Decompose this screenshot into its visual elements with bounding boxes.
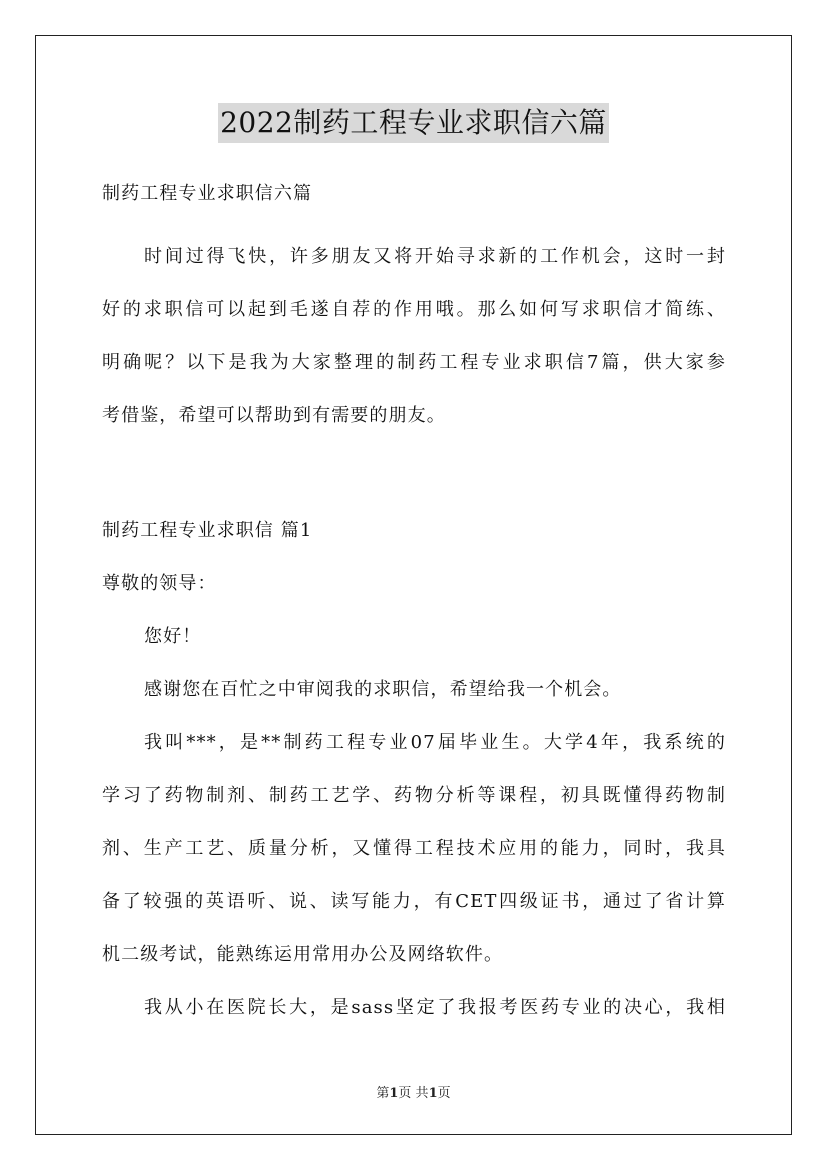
body-line: 剂、生产工艺、质量分析，又懂得工程技术应用的能力，同时，我具 [102,838,726,859]
intro-line: 明确呢？以下是我为大家整理的制药工程专业求职信7篇，供大家参 [102,352,726,373]
body-line: 我从小在医院长大，是sass坚定了我报考医药专业的决心，我相 [144,997,726,1018]
intro-line: 时间过得飞快，许多朋友又将开始寻求新的工作机会，这时一封 [144,246,726,267]
document-subtitle: 制药工程专业求职信六篇 [102,183,313,204]
document-title: 2022制药工程专业求职信六篇 [218,103,609,143]
body-line: 备了较强的英语听、说、读写能力，有CET四级证书，通过了省计算 [102,891,726,912]
salutation: 尊敬的领导： [102,573,217,594]
thanks-line: 感谢您在百忙之中审阅我的求职信，希望给我一个机会。 [144,679,622,700]
intro-line: 好的求职信可以起到毛遂自荐的作用哦。那么如何写求职信才简练、 [102,299,726,320]
page-footer [0,1082,827,1101]
footer-suffix: 页 [437,1086,451,1101]
section-heading: 制药工程专业求职信 篇1 [102,520,313,541]
body-line: 学习了药物制剂、制药工艺学、药物分析等课程，初具既懂得药物制 [102,785,726,806]
body-line: 我叫***，是**制药工程专业07届毕业生。大学4年，我系统的 [144,732,726,753]
footer-mid: 页 共 [398,1086,429,1101]
greeting: 您好！ [144,626,202,647]
footer-prefix: 第 [376,1086,390,1101]
title-container [0,103,827,143]
intro-line: 考借鉴，希望可以帮助到有需要的朋友。 [102,405,446,426]
document-body [102,176,726,1034]
footer-page-total: 1 [428,1086,438,1101]
body-line: 机二级考试，能熟练运用常用办公及网络软件。 [102,944,504,965]
footer-page-number: 1 [389,1086,399,1101]
